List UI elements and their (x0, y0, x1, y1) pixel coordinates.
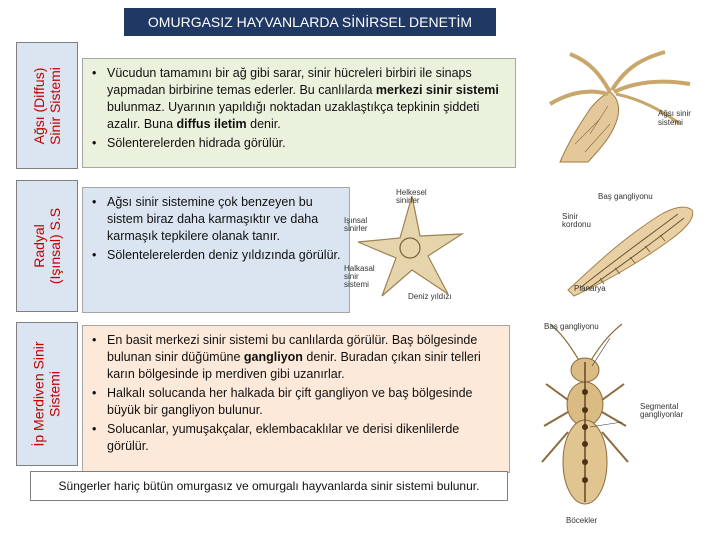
figure-label: sistemi (344, 280, 369, 289)
bullet-list (87, 332, 501, 455)
hydra-illustration (530, 44, 710, 164)
text-run: Halkalı solucanda her halkada bir çift gangliyon ve baş bölgesinde büyük bir gangliyon bulunur. (107, 386, 473, 417)
figure-label: Baş gangliyonu (598, 192, 653, 201)
bullet-item (107, 194, 341, 245)
starfish-illustration (344, 186, 474, 304)
bullet-item (107, 385, 501, 419)
figure-label: Ağsı sinir (658, 109, 691, 118)
side-label-line: Sistemi (47, 371, 64, 417)
bullet-list (87, 194, 341, 264)
figure-label: sistemi (658, 118, 683, 127)
bullet-item (107, 421, 501, 455)
planaria-illustration (560, 190, 710, 310)
panel-ip-merdiven (82, 325, 510, 473)
side-label-diffus (16, 42, 78, 169)
figure-label: Planarya (574, 284, 606, 293)
bullet-item (107, 332, 501, 383)
bullet-item (107, 135, 507, 152)
panel-diffus (82, 58, 516, 168)
insect-illustration (540, 322, 710, 532)
figure-label: Deniz yıldızı (408, 292, 452, 301)
side-label-line: Sinir Sistemi (47, 66, 64, 145)
text-run: En basit merkezi sinir sistemi bu canlılarda görülür. Baş bölgesinde bulunan sinir düğümüne (107, 333, 478, 364)
panel-radyal (82, 187, 350, 313)
side-label-line: Radyal (31, 224, 47, 268)
side-label-line: Ağsı (Diffus) (31, 67, 48, 144)
side-label-ip-merdiven (16, 322, 78, 466)
figure-label: Sinir (562, 212, 579, 221)
text-run: denir. Buradan çıkan sinir telleri karın bölgesinde ip merdiven gibi uzanırlar. (107, 350, 481, 381)
text-run: Ağsı sinir sistemine çok benzeyen bu sistem biraz daha karmaşıktır ve daha karmaşık tepkilere olanak tanır. (107, 195, 319, 243)
bullet-item (107, 65, 507, 133)
figure-label: Helkesel (396, 188, 427, 197)
bold-term: gangliyon (243, 350, 303, 364)
insect-drawing (540, 322, 710, 532)
figure-label: sinir (344, 272, 359, 281)
bold-term: diffus iletim (176, 117, 247, 131)
figure-label: sinirler (344, 224, 368, 233)
hydra-drawing (530, 44, 710, 164)
bullet-list (87, 65, 507, 152)
figure-label: Segmental (640, 402, 679, 411)
side-label-line: (Işınsal) S.S (47, 207, 63, 285)
figure-label: kordonu (562, 220, 591, 229)
figure-label: Böcekler (566, 516, 598, 525)
text-run: bulunmaz. Uyarının yapıldığı noktadan uzaklaştıkça tepkinin şiddeti azalır. Buna (107, 100, 480, 131)
text-run: Sölentelerelerden deniz yıldızında görülür. (107, 248, 341, 262)
text-run: Sölenterelerden hidrada görülür. (107, 136, 286, 150)
footer-note: Süngerler hariç bütün omurgasız ve omurgalı hayvanlarda sinir sistemi bulunur. (30, 471, 508, 501)
page-title: OMURGASIZ HAYVANLARDA SİNİRSEL DENETİM (124, 8, 496, 36)
text-run: Vücudun tamamını bir ağ gibi sarar, sinir hücreleri birbiri ile sinaps yapmadan birbirine temas ederler. Bu canlılarda (107, 66, 472, 97)
figure-label: sinirler (396, 196, 420, 205)
figure-label: Işınsal (344, 216, 368, 225)
side-label-line: İp Merdiven Sinir (31, 341, 48, 447)
side-label-radyal (16, 180, 78, 312)
bold-term: merkezi sinir sistemi (375, 83, 499, 97)
figure-label: Halkasal (344, 264, 375, 273)
figure-label: Baş gangliyonu (544, 322, 599, 331)
figure-label: gangliyonlar (640, 410, 684, 419)
bullet-item (107, 247, 341, 264)
text-run: Solucanlar, yumuşakçalar, eklembacaklılar ve derisi dikenlilerde görülür. (107, 422, 460, 453)
text-run: denir. (246, 117, 281, 131)
